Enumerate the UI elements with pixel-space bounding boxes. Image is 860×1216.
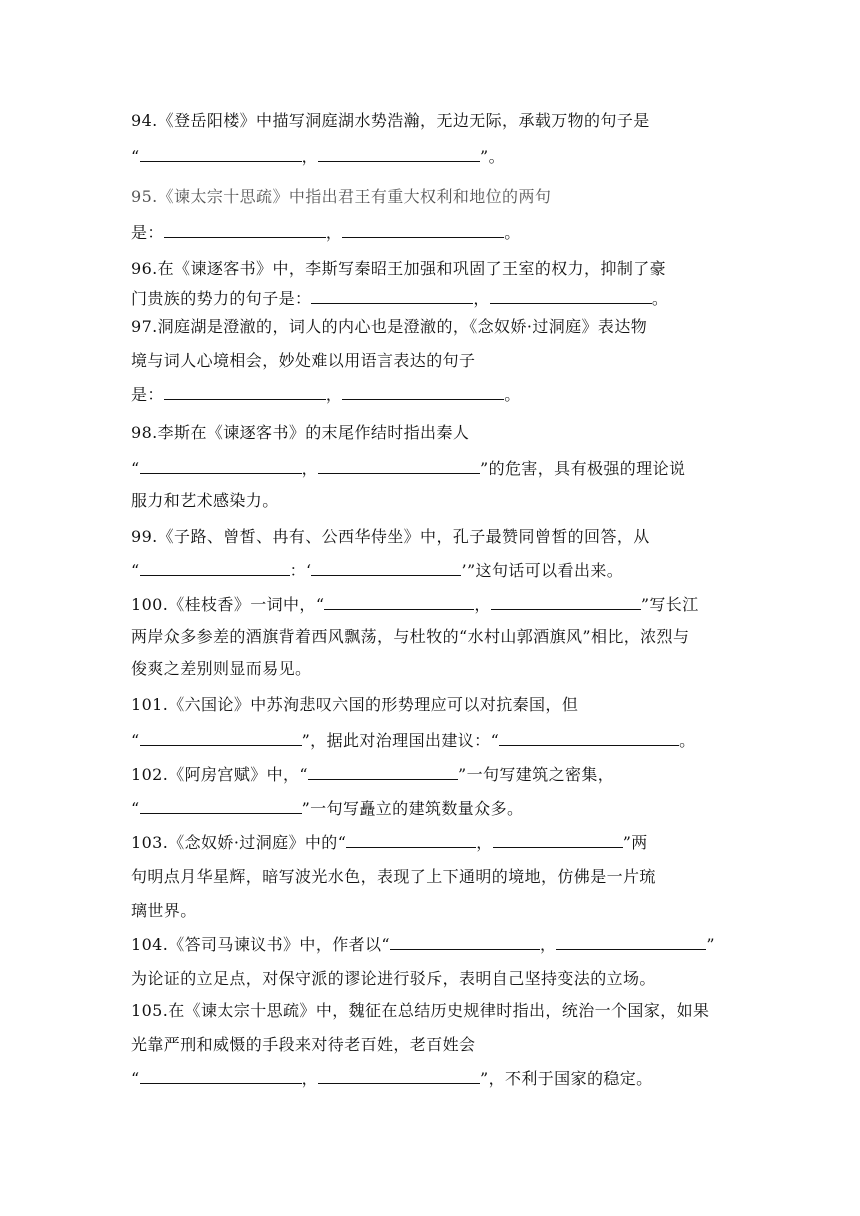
answer-blank[interactable] — [311, 560, 461, 576]
question-100-line-3: 俊爽之差别则显而易见。 — [131, 659, 312, 678]
question-103-line-2: 句明点月华星辉，暗写波光水色，表现了上下通明的境地，仿佛是一片琉 — [131, 867, 656, 886]
answer-blank[interactable] — [140, 730, 302, 746]
question-95-line-2: 是： ， 。 — [131, 223, 521, 242]
answer-blank[interactable] — [308, 764, 458, 780]
answer-blank[interactable] — [493, 832, 623, 848]
answer-blank[interactable] — [140, 798, 302, 814]
question-94-line-2: “ ， ”。 — [131, 147, 505, 166]
answer-blank[interactable] — [490, 288, 652, 304]
question-97-line-1: 97.洞庭湖是澄澈的，词人的内心也是澄澈的，《念奴娇·过洞庭》表达物 — [131, 317, 648, 336]
question-104-line-2: 为论证的立足点，对保守派的谬论进行驳斥，表明自己坚持变法的立场。 — [131, 969, 656, 988]
question-98-line-2: “ ， ”的危害，具有极强的理论说 — [131, 459, 686, 478]
answer-blank[interactable] — [164, 222, 326, 238]
question-105-line-1: 105.在《谏太宗十思疏》中，魏征在总结历史规律时指出，统治一个国家，如果 — [131, 1001, 710, 1020]
question-94-line-1: 94.《登岳阳楼》中描写洞庭湖水势浩瀚，无边无际，承载万物的句子是 — [131, 111, 650, 130]
question-95-line-1: 95.《谏太宗十思疏》中指出君王有重大权利和地位的两句 — [131, 187, 552, 206]
answer-blank[interactable] — [164, 384, 326, 400]
question-105-line-3: “ ， ”，不利于国家的稳定。 — [131, 1069, 653, 1088]
answer-blank[interactable] — [324, 594, 474, 610]
question-101-line-2: “ ”，据此对治理国出建议：“ 。 — [131, 731, 696, 750]
question-102-line-1: 102.《阿房宫赋》中，“ ”一句写建筑之密集， — [131, 765, 615, 784]
question-99-line-1: 99.《子路、曾皙、冉有、公西华侍坐》中，孔子最赞同曾皙的回答，从 — [131, 527, 650, 546]
question-103-line-3: 璃世界。 — [131, 901, 197, 920]
question-103-line-1: 103.《念奴娇·过洞庭》中的“ ， ”两 — [131, 833, 648, 852]
answer-blank[interactable] — [342, 222, 504, 238]
question-101-line-1: 101.《六国论》中苏洵悲叹六国的形势理应可以对抗秦国，但 — [131, 695, 579, 714]
question-97-line-3: 是： ， 。 — [131, 385, 521, 404]
answer-blank[interactable] — [140, 146, 302, 162]
answer-blank[interactable] — [342, 384, 504, 400]
question-96-line-1: 96.在《谏逐客书》中，李斯写秦昭王加强和巩固了王室的权力，抑制了豪 — [131, 259, 667, 278]
question-104-line-1: 104.《答司马谏议书》中，作者以“ ， ” — [131, 935, 716, 954]
answer-blank[interactable] — [346, 832, 476, 848]
question-97-line-2: 境与词人心境相会，妙处难以用语言表达的句子 — [131, 351, 476, 370]
answer-blank[interactable] — [311, 288, 473, 304]
answer-blank[interactable] — [499, 730, 679, 746]
question-96-line-2: 门贵族的势力的句子是： ， 。 — [131, 289, 669, 308]
answer-blank[interactable] — [140, 560, 290, 576]
answer-blank[interactable] — [140, 1068, 302, 1084]
question-98-line-1: 98.李斯在《谏逐客书》的末尾作结时指出秦人 — [131, 423, 470, 442]
answer-blank[interactable] — [390, 934, 540, 950]
answer-blank[interactable] — [140, 458, 302, 474]
question-105-line-2: 光靠严刑和威慑的手段来对待老百姓，老百姓会 — [131, 1035, 476, 1054]
question-98-line-3: 服力和艺术感染力。 — [131, 491, 279, 510]
answer-blank[interactable] — [318, 146, 480, 162]
question-102-line-2: “ ”一句写矗立的建筑数量众多。 — [131, 799, 524, 818]
question-100-line-2: 两岸众多参差的酒旗背着西风飘荡，与杜牧的“水村山郭酒旗风”相比，浓烈与 — [131, 627, 690, 646]
answer-blank[interactable] — [318, 1068, 480, 1084]
answer-blank[interactable] — [556, 934, 706, 950]
question-100-line-1: 100.《桂枝香》一词中，“ ， ”写长江 — [131, 595, 699, 614]
question-99-line-2: “ ：‘ ’”这句话可以看出来。 — [131, 561, 624, 580]
answer-blank[interactable] — [491, 594, 641, 610]
answer-blank[interactable] — [318, 458, 480, 474]
